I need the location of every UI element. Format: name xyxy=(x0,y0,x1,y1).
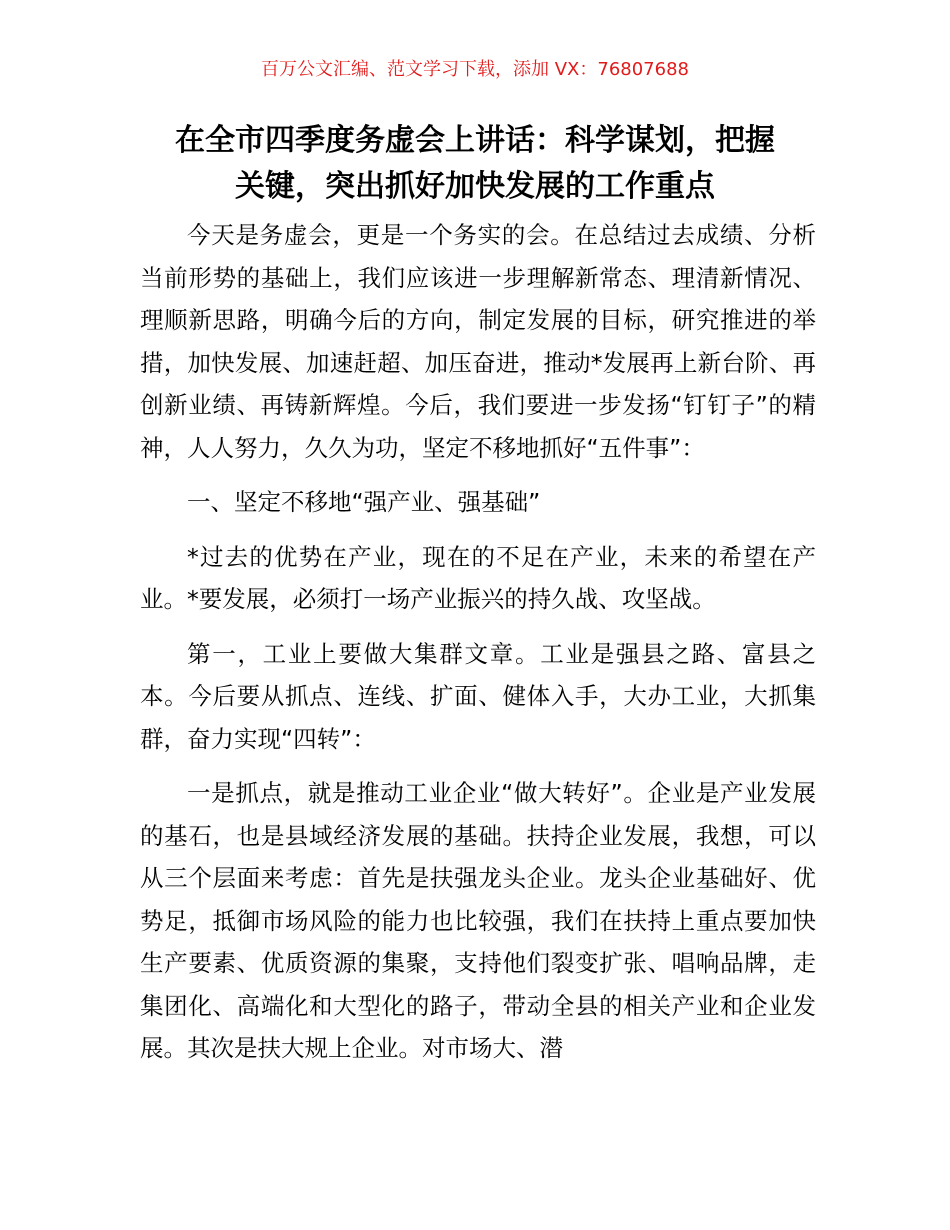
paragraph-enterprises: 一是抓点，就是推动工业企业“做大转好”。企业是产业发展的基石，也是县域经济发展的基础。扶持企业发展，我想，可以从三个层面来考虑：首先是扶强龙头企业。龙头企业基础好、优势足，抵御市场风险的能力也比较强，我们在扶持上重点要加快生产要素、优质资源的集聚，支持他们裂变扩张、唱响品牌，走集团化、高端化和大型化的路子，带动全县的相关产业和企业发展。其次是扶大规上企业。对市场大、潜 xyxy=(140,779,816,1062)
title-line-2: 关键，突出抓好加快发展的工作重点 xyxy=(235,169,715,204)
paragraph-first-point: 第一，工业上要做大集群文章。工业是强县之路、富县之本。今后要从抓点、连线、扩面、健体入手，大办工业，大抓集群，奋力实现“四转”： xyxy=(140,639,816,753)
paragraph-intro: 今天是务虚会，更是一个务实的会。在总结过去成绩、分析当前形势的基础上，我们应该进一步理解新常态、理清新情况、理顺新思路，明确今后的方向，制定发展的目标，研究推进的举措，加快发展、加速赶超、加压奋进，推动*发展再上新台阶、再创新业绩、再铸新辉煌。今后，我们要进一步发扬“钉钉子”的精神，人人努力，久久为功，坚定不移地抓好“五件事”： xyxy=(140,221,816,462)
paragraph-industry: *过去的优势在产业，现在的不足在产业，未来的希望在产业。*要发展，必须打一场产业振兴的持久战、攻坚战。 xyxy=(140,542,816,613)
document-title xyxy=(110,118,840,210)
section-heading-1: 一、坚定不移地“强产业、强基础” xyxy=(187,488,541,516)
header-watermark-note: 百万公文汇编、范文学习下载，添加 VX：76807688 xyxy=(261,59,689,80)
title-line-1: 在全市四季度务虚会上讲话：科学谋划，把握 xyxy=(175,123,775,158)
document-body xyxy=(140,214,816,1082)
